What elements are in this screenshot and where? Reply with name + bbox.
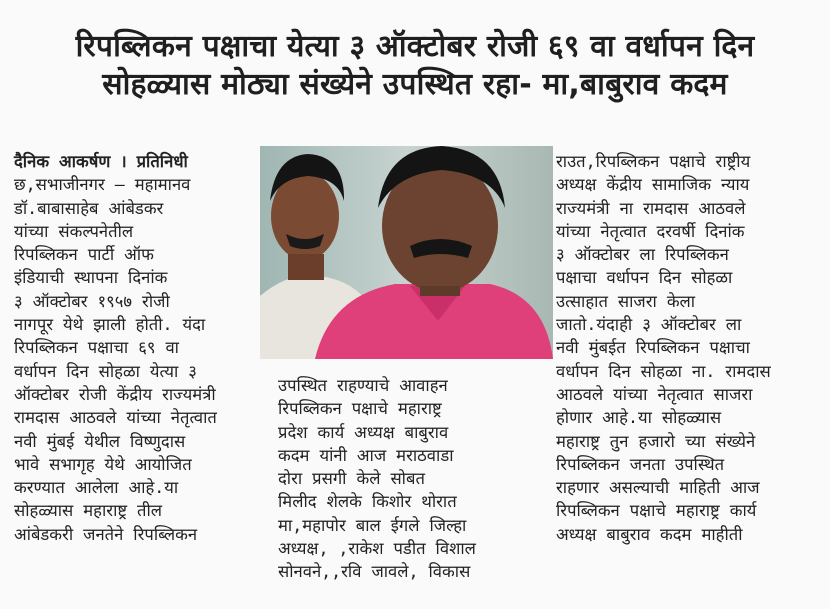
column-1-line: रिपब्लिकन पक्षाचा ६९ वा <box>14 338 179 358</box>
column-3-line: होणार आहे.या सोहळ्यास <box>556 408 722 428</box>
column-3-line: पक्षाचा वर्धापन दिन सोहळा <box>556 268 733 288</box>
article-photo <box>260 146 553 359</box>
column-1-line: रिपब्लिकन पार्टी ऑफ <box>14 245 154 265</box>
column-2-line: मिलीद शेलके किशोर थोरात <box>278 492 457 512</box>
column-1-line: रामदास आठवले यांच्या नेतृत्वात <box>14 408 217 428</box>
column-3-line: ३ ऑक्टोबर ला रिपब्लिकन <box>556 245 729 265</box>
column-1-line: करण्यात आलेला आहे.या <box>14 478 179 498</box>
column-3-line: अध्यक्ष बाबुराव कदम माहीती <box>556 524 743 544</box>
article-headline <box>0 28 830 103</box>
column-3-line: नवी मुंबईत रिपब्लिकन पक्षाचा <box>556 338 750 358</box>
article-column-3 <box>556 150 826 546</box>
article-column-1 <box>14 150 262 546</box>
column-3-line: रिपब्लिकन पक्षाचे महाराष्ट्र कार्य <box>556 501 757 521</box>
headline-line-2: सोहळ्यास मोठ्या संख्येने उपस्थित रहा- मा,बाबुराव कदम <box>102 66 728 102</box>
column-3-line: आठवले यांच्या नेतृत्वात साजरा <box>556 384 753 404</box>
column-2-line: प्रदेश कार्य अध्यक्ष बाबुराव <box>278 422 449 442</box>
article-column-2 <box>278 374 550 584</box>
column-1-line: आंबेडकरी जनतेने रिपब्लिकन <box>14 524 198 544</box>
column-1-line: वर्धापन दिन सोहळा येत्या ३ <box>14 361 197 381</box>
column-2-line: सोनवने,,रवि जावले, विकास <box>278 562 471 582</box>
column-1-line: छ,सभाजीनगर – महामानव <box>14 175 191 195</box>
column-1-line: सोहळ्यास महाराष्ट्र तील <box>14 501 163 521</box>
column-1-line: ३ ऑक्टोबर १९५७ रोजी <box>14 291 170 311</box>
column-1-line: भावे सभागृह येथे आयोजित <box>14 454 192 474</box>
column-3-line: राहणार असल्याची माहिती आज <box>556 478 760 498</box>
column-3-line: राज्यमंत्री ना रामदास आठवले <box>556 198 746 218</box>
column-2-line: उपस्थित राहण्याचे आवाहन <box>278 376 448 395</box>
column-1-line: डॉ.बाबासाहेब आंबेडकर <box>14 198 164 218</box>
headline-line-1: रिपब्लिकन पक्षाचा येत्या ३ ऑक्टोबर रोजी ६९ वा वर्धापन दिन <box>75 29 755 64</box>
column-1-line: इंडियाची स्थापना दिनांक <box>14 268 168 288</box>
portrait-illustration <box>260 146 553 359</box>
column-2-line: रिपब्लिकन पक्षाचे महाराष्ट्र <box>278 399 442 419</box>
column-3-line: उत्साहात साजरा केला <box>556 291 696 311</box>
column-3-line: अध्यक्ष केंद्रीय सामाजिक न्याय <box>556 175 750 195</box>
column-1-line: नागपूर येथे झाली होती. यंदा <box>14 315 206 335</box>
column-3-line: राउत,रिपब्लिकन पक्षाचे राष्ट्रीय <box>556 152 751 171</box>
column-2-line: अध्यक्ष, ,राकेश पडीत विशाल <box>278 539 476 559</box>
column-3-line: रिपब्लिकन जनता उपस्थित <box>556 454 725 474</box>
column-2-line: दोरा प्रसगी केले सोबत <box>278 469 425 489</box>
column-3-line: वर्धापन दिन सोहळा ना. रामदास <box>556 361 771 381</box>
column-3-line: यांच्या नेतृत्वात दरवर्षी दिनांक <box>556 221 745 241</box>
column-3-line: जातो.यंदाही ३ ऑक्टोबर ला <box>556 315 742 335</box>
column-2-line: मा,महापोर बाल ईगले जिल्हा <box>278 515 467 535</box>
column-2-line: कदम यांनी आज मराठवाडा <box>278 445 454 465</box>
column-1-line: ऑक्टोबर रोजी केंद्रीय राज्यमंत्री <box>14 384 216 404</box>
column-1-line: यांच्या संकल्पनेतील <box>14 221 134 241</box>
column-1-line: नवी मुंबई येथील विष्णुदास <box>14 431 186 451</box>
byline: दैनिक आकर्षण । प्रतिनिधी <box>14 152 188 171</box>
column-3-line: महाराष्ट्र तुन हजारो च्या संख्येने <box>556 431 756 451</box>
